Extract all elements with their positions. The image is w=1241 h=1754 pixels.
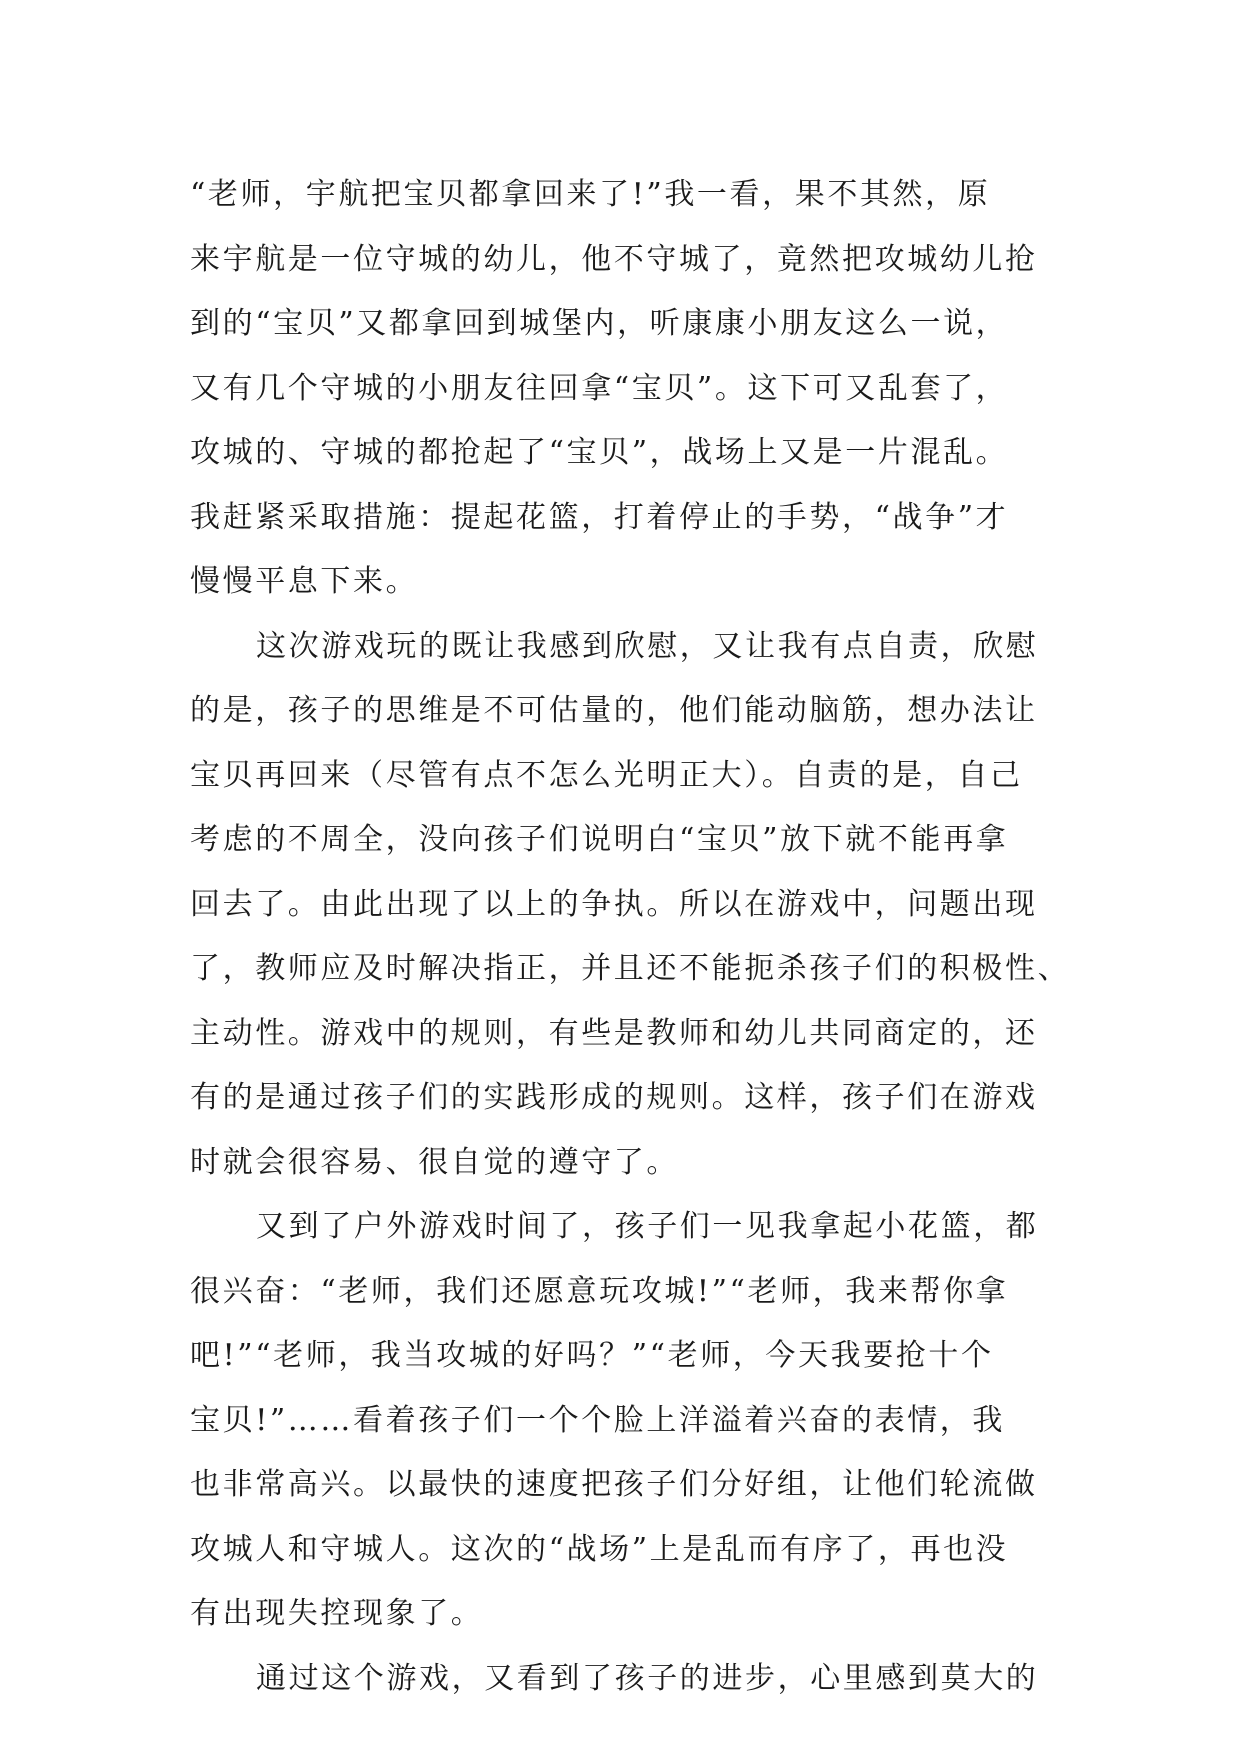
text-line: 考虑的不周全，没向孩子们说明白“宝贝”放下就不能再拿: [190, 822, 1009, 857]
paragraph: [190, 615, 1071, 1196]
text-line: 又有几个守城的小朋友往回拿“宝贝”。这下可又乱套了，: [190, 370, 1009, 406]
document-body: [190, 163, 1071, 1711]
text-line: 有出现失控现象了。: [190, 1596, 484, 1631]
text-line: 主动性。游戏中的规则，有些是教师和幼儿共同商定的，还: [190, 1015, 1038, 1051]
text-line: 也非常高兴。以最快的速度把孩子们分好组，让他们轮流做: [190, 1467, 1038, 1502]
text-line: 有的是通过孩子们的实践形成的规则。这样，孩子们在游戏: [190, 1080, 1038, 1115]
text-line: 慢慢平息下来。: [190, 564, 419, 599]
text-line: 到的“宝贝”又都拿回到城堡内，听康康小朋友这么一说，: [190, 306, 1009, 341]
paragraph: [190, 1647, 1058, 1712]
text-line: 又到了户外游戏时间了，孩子们一见我拿起小花篮，都: [256, 1209, 1039, 1244]
text-line: 宝贝再回来（尽管有点不怎么光明正大）。自责的是，自己: [190, 757, 1023, 793]
text-line: 的是，孩子的思维是不可估量的，他们能动脑筋，想办法让: [190, 693, 1038, 728]
text-line: 通过这个游戏，又看到了孩子的进步，心里感到莫大的: [256, 1660, 1039, 1696]
text-line: 这次游戏玩的既让我感到欣慰，又让我有点自责，欣慰: [256, 628, 1039, 664]
text-line: 我赶紧采取措施：提起花篮，打着停止的手势，“战争”才: [190, 499, 1009, 535]
text-line: “老师，宇航把宝贝都拿回来了!”我一看，果不其然，原: [190, 177, 991, 212]
text-line: 来宇航是一位守城的幼儿，他不守城了，竟然把攻城幼儿抢: [190, 241, 1038, 277]
text-line: 吧!”“老师，我当攻城的好吗？”“老师，今天我要抢十个: [190, 1338, 994, 1373]
paragraph: [190, 163, 1058, 615]
text-line: 攻城的、守城的都抢起了“宝贝”，战场上又是一片混乱。: [190, 435, 1009, 470]
text-line: 时就会很容易、很自觉的遵守了。: [190, 1144, 679, 1180]
paragraph: [190, 1195, 1058, 1647]
text-line: 了，教师应及时解决指正，并且还不能扼杀孩子们的积极性、: [190, 951, 1071, 986]
text-line: 回去了。由此出现了以上的争执。所以在游戏中，问题出现: [190, 886, 1038, 922]
text-line: 很兴奋：“老师，我们还愿意玩攻城!”“老师，我来帮你拿: [190, 1273, 1009, 1309]
text-line: 宝贝!”……看着孩子们一个个脸上洋溢着兴奋的表情，我: [190, 1402, 1005, 1438]
text-line: 攻城人和守城人。这次的“战场”上是乱而有序了，再也没: [190, 1531, 1009, 1567]
